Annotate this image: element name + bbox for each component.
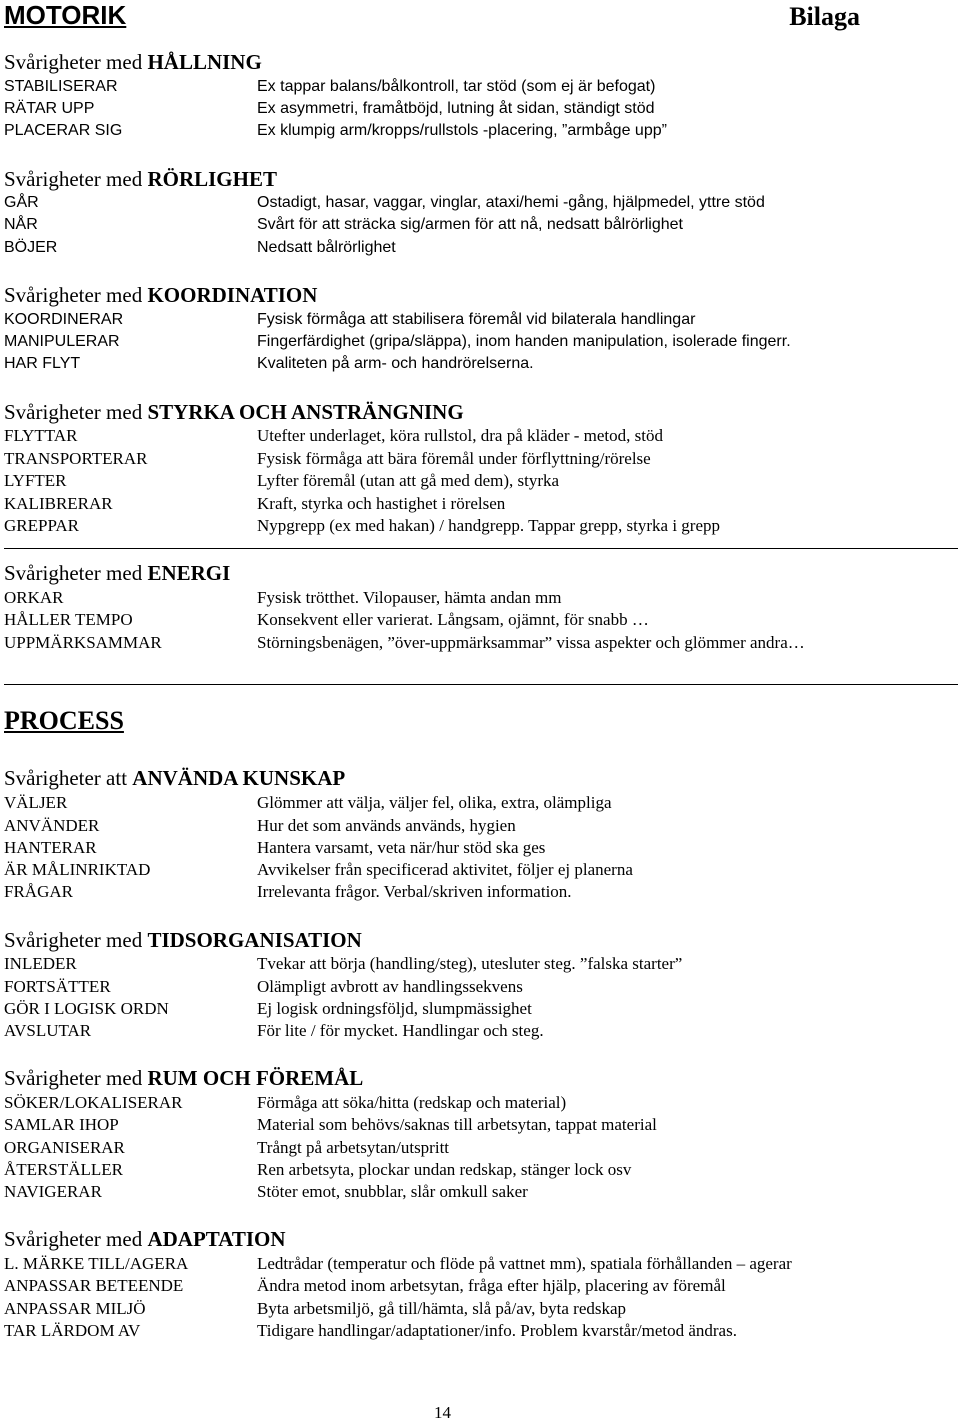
- row-description: Hur det som används används, hygien: [257, 816, 516, 835]
- row-term: PLACERAR SIG: [4, 122, 123, 139]
- table-row: [0, 516, 960, 538]
- section-heading-name: ANVÄNDA KUNSKAP: [132, 766, 346, 790]
- table-row: [0, 471, 960, 493]
- section-heading-name: HÅLLNING: [147, 50, 262, 74]
- row-description: Ren arbetsyta, plockar undan redskap, stänger lock osv: [257, 1160, 632, 1179]
- table-row: [0, 882, 960, 904]
- row-term: MANIPULERAR: [4, 333, 120, 350]
- row-term: ÅTERSTÄLLER: [4, 1160, 123, 1179]
- row-description: Irrelevanta frågor. Verbal/skriven information.: [257, 882, 572, 901]
- table-row: [0, 1021, 960, 1043]
- table-row: [0, 426, 960, 448]
- row-term: GREPPAR: [4, 516, 79, 535]
- row-term: RÄTAR UPP: [4, 100, 95, 117]
- table-row: [0, 793, 960, 815]
- row-description: Glömmer att välja, väljer fel, olika, extra, olämpliga: [257, 793, 612, 812]
- row-term: ANPASSAR BETEENDE: [4, 1276, 184, 1295]
- section-heading-name: RÖRLIGHET: [147, 167, 277, 191]
- row-term: FORTSÄTTER: [4, 977, 111, 996]
- section-heading-prefix: Svårigheter med: [4, 1066, 148, 1090]
- section-heading-prefix: Svårigheter med: [4, 167, 148, 191]
- section-heading-prefix: Svårigheter med: [4, 400, 148, 424]
- row-description: Ej logisk ordningsföljd, slumpmässighet: [257, 999, 532, 1018]
- row-description: Tvekar att börja (handling/steg), utesluter steg. ”falska starter”: [257, 954, 683, 973]
- section-heading-name: ENERGI: [147, 561, 231, 585]
- section-heading-name: KOORDINATION: [147, 283, 318, 307]
- section-heading: [4, 167, 277, 192]
- row-description: Olämpligt avbrott av handlingssekvens: [257, 977, 523, 996]
- table-row: [0, 954, 960, 976]
- table-row: [0, 838, 960, 860]
- section-heading-name: ADAPTATION: [147, 1227, 286, 1251]
- table-row: [0, 1160, 960, 1182]
- row-description: Störningsbenägen, ”över-uppmärksammar” vissa aspekter och glömmer andra…: [257, 633, 805, 652]
- row-description: Material som behövs/saknas till arbetsytan, tappat material: [257, 1115, 657, 1134]
- table-row: [0, 1254, 960, 1276]
- table-row: [0, 610, 960, 632]
- row-description: Stöter emot, snubblar, slår omkull saker: [257, 1182, 528, 1201]
- table-row: [0, 355, 960, 377]
- row-term: TRANSPORTERAR: [4, 449, 148, 468]
- row-term: KALIBRERAR: [4, 494, 113, 513]
- table-row: [0, 588, 960, 610]
- row-description: Avvikelser från specificerad aktivitet, följer ej planerna: [257, 860, 633, 879]
- row-description: Hantera varsamt, veta när/hur stöd ska ges: [257, 838, 546, 857]
- row-description: Förmåga att söka/hitta (redskap och material): [257, 1093, 567, 1112]
- row-term: HÅLLER TEMPO: [4, 610, 133, 629]
- section-divider: [4, 548, 958, 549]
- table-row: [0, 977, 960, 999]
- section-heading: [4, 400, 464, 425]
- row-term: GÅR: [4, 194, 39, 211]
- table-row: [0, 449, 960, 471]
- row-term: SÖKER/LOKALISERAR: [4, 1093, 183, 1112]
- section-heading: [4, 1066, 363, 1091]
- section-heading-prefix: Svårigheter med: [4, 50, 148, 74]
- row-description: Ex asymmetri, framåtböjd, lutning åt sidan, ständigt stöd: [257, 100, 655, 117]
- row-term: HAR FLYT: [4, 355, 81, 372]
- row-term: FRÅGAR: [4, 882, 73, 901]
- table-row: [0, 1138, 960, 1160]
- table-row: [0, 122, 960, 144]
- table-row: [0, 1321, 960, 1343]
- row-term: ANPASSAR MILJÖ: [4, 1299, 146, 1318]
- row-term: LYFTER: [4, 471, 67, 490]
- row-term: FLYTTAR: [4, 426, 78, 445]
- row-term: INLEDER: [4, 954, 77, 973]
- row-term: ORGANISERAR: [4, 1138, 125, 1157]
- row-term: VÄLJER: [4, 793, 68, 812]
- row-term: TAR LÄRDOM AV: [4, 1321, 141, 1340]
- table-row: [0, 194, 960, 216]
- row-description: Ändra metod inom arbetsytan, fråga efter hjälp, placering av föremål: [257, 1276, 726, 1295]
- section-heading-name: STYRKA OCH ANSTRÄNGNING: [147, 400, 464, 424]
- section-heading: [4, 283, 317, 308]
- row-term: KOORDINERAR: [4, 311, 124, 328]
- row-term: UPPMÄRKSAMMAR: [4, 633, 162, 652]
- section-heading-prefix: Svårigheter med: [4, 561, 148, 585]
- row-description: Ex tappar balans/bålkontroll, tar stöd (som ej är befogat): [257, 78, 656, 95]
- row-description: Fysisk förmåga att bära föremål under förflyttning/rörelse: [257, 449, 651, 468]
- page-title: MOTORIK: [4, 0, 127, 30]
- table-row: [0, 1299, 960, 1321]
- appendix-label: Bilaga: [789, 2, 860, 31]
- table-row: [0, 860, 960, 882]
- page-number: 14: [434, 1403, 451, 1422]
- row-description: Byta arbetsmiljö, gå till/hämta, slå på/av, byta redskap: [257, 1299, 627, 1318]
- table-row: [0, 100, 960, 122]
- row-description: Konsekvent eller varierat. Långsam, ojämnt, för snabb …: [257, 610, 649, 629]
- table-row: [0, 333, 960, 355]
- table-row: [0, 1182, 960, 1204]
- row-description: Kraft, styrka och hastighet i rörelsen: [257, 494, 506, 513]
- row-description: Fingerfärdighet (gripa/släppa), inom handen manipulation, isolerade fingerr.: [257, 333, 791, 350]
- table-row: [0, 78, 960, 100]
- row-description: Kvaliteten på arm- och handrörelserna.: [257, 355, 534, 372]
- row-description: Trångt på arbetsytan/utspritt: [257, 1138, 450, 1157]
- table-row: [0, 816, 960, 838]
- row-term: STABILISERAR: [4, 78, 118, 95]
- section-heading: [4, 50, 262, 75]
- row-term: SAMLAR IHOP: [4, 1115, 119, 1134]
- section-heading-prefix: Svårigheter att: [4, 766, 133, 790]
- row-term: ANVÄNDER: [4, 816, 100, 835]
- table-row: [0, 311, 960, 333]
- table-row: [0, 999, 960, 1021]
- table-row: [0, 1276, 960, 1298]
- row-term: BÖJER: [4, 239, 58, 256]
- process-title: PROCESS: [4, 706, 124, 735]
- row-term: L. MÄRKE TILL/AGERA: [4, 1254, 189, 1273]
- row-term: GÖR I LOGISK ORDN: [4, 999, 169, 1018]
- row-term: NAVIGERAR: [4, 1182, 102, 1201]
- section-heading: [4, 766, 345, 791]
- row-description: Fysisk förmåga att stabilisera föremål vid bilaterala handlingar: [257, 311, 696, 328]
- row-description: Lyfter föremål (utan att gå med dem), styrka: [257, 471, 560, 490]
- section-heading-prefix: Svårigheter med: [4, 928, 148, 952]
- section-heading: [4, 561, 230, 586]
- table-row: [0, 633, 960, 655]
- row-description: Nypgrepp (ex med hakan) / handgrepp. Tappar grepp, styrka i grepp: [257, 516, 721, 535]
- section-heading-name: RUM OCH FÖREMÅL: [147, 1066, 364, 1090]
- row-description: Svårt för att sträcka sig/armen för att nå, nedsatt bålrörlighet: [257, 216, 683, 233]
- row-description: Ex klumpig arm/kropps/rullstols -placering, ”armbåge upp”: [257, 122, 667, 139]
- row-description: För lite / för mycket. Handlingar och steg.: [257, 1021, 544, 1040]
- row-term: HANTERAR: [4, 838, 97, 857]
- row-description: Fysisk trötthet. Vilopauser, hämta andan mm: [257, 588, 562, 607]
- table-row: [0, 239, 960, 261]
- table-row: [0, 216, 960, 238]
- row-description: Ostadigt, hasar, vaggar, vinglar, ataxi/hemi -gång, hjälpmedel, yttre stöd: [257, 194, 765, 211]
- section-heading-name: TIDSORGANISATION: [147, 928, 362, 952]
- row-description: Ledtrådar (temperatur och flöde på vattnet mm), spatiala förhållanden – agerar: [257, 1254, 792, 1273]
- table-row: [0, 1115, 960, 1137]
- row-term: ORKAR: [4, 588, 64, 607]
- row-description: Tidigare handlingar/adaptationer/info. Problem kvarstår/metod ändras.: [257, 1321, 737, 1340]
- row-term: NÅR: [4, 216, 38, 233]
- table-row: [0, 1093, 960, 1115]
- section-heading: [4, 928, 362, 953]
- row-description: Nedsatt bålrörlighet: [257, 239, 396, 256]
- section-heading-prefix: Svårigheter med: [4, 1227, 148, 1251]
- row-term: AVSLUTAR: [4, 1021, 92, 1040]
- section-heading-prefix: Svårigheter med: [4, 283, 148, 307]
- table-row: [0, 494, 960, 516]
- section-divider: [4, 684, 958, 685]
- row-description: Utefter underlaget, köra rullstol, dra på kläder - metod, stöd: [257, 426, 663, 445]
- section-heading: [4, 1227, 286, 1252]
- row-term: ÄR MÅLINRIKTAD: [4, 860, 151, 879]
